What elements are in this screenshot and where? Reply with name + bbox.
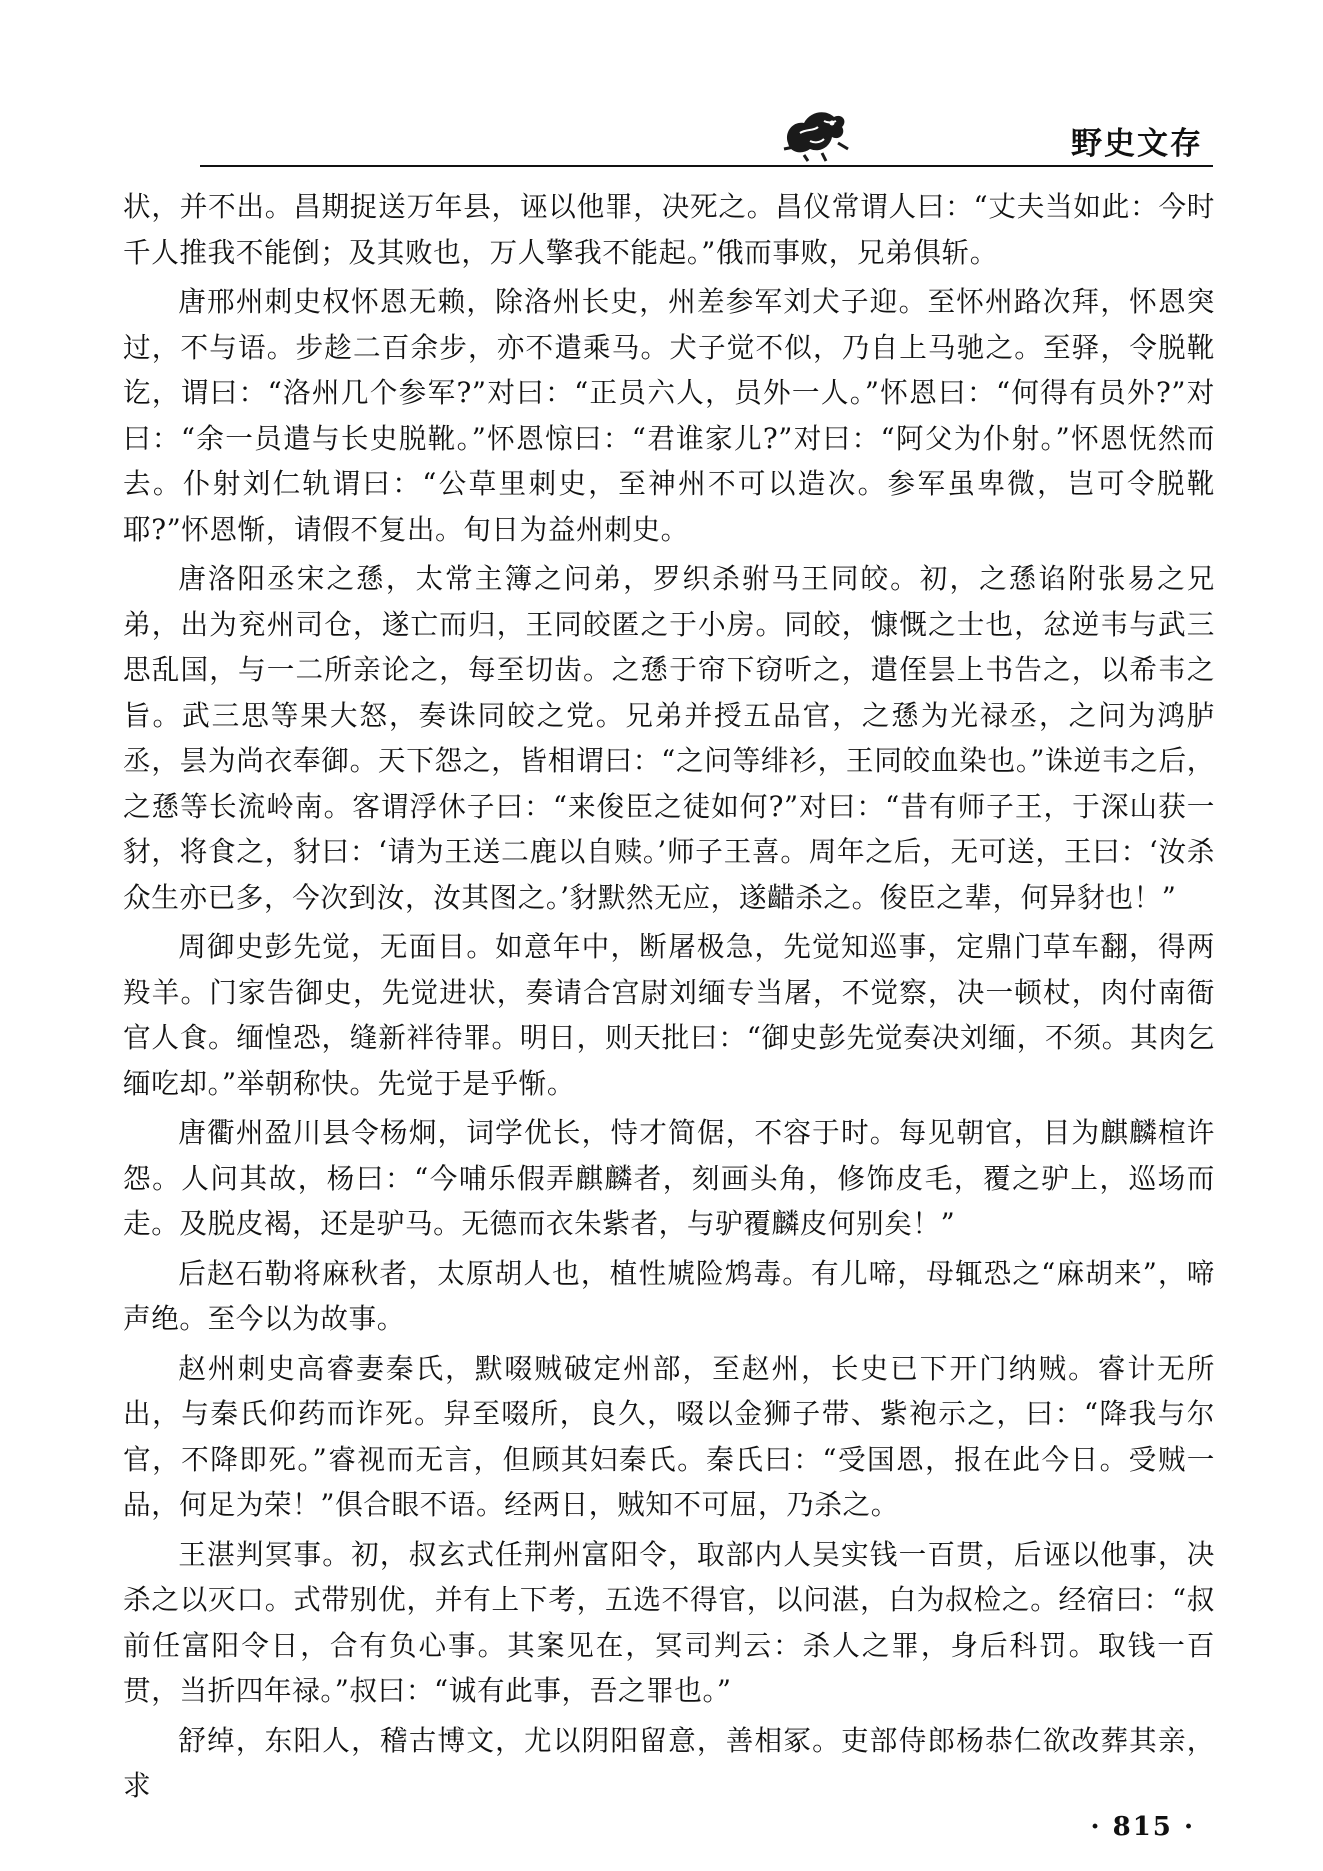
- paragraph: 唐邢州刺史权怀恩无赖，除洛州长史，州差参军刘犬子迎。至怀州路次拜，怀恩突过，不与语。步趁二百余步，亦不遣乘马。犬子觉不似，乃自上马驰之。至驿，令脱靴讫，谓曰：“洛州几个参军?”对曰：“正员六人，员外一人。”怀恩曰：“何得有员外?”对曰：“余一员遣与长史脱靴。”怀恩惊曰：“君谁家儿?”对曰：“阿父为仆射。”怀恩怃然而去。仆射刘仁轨谓曰：“公草里刺史，至神州不可以造次。参军虽卑微，岂可令脱靴耶?”怀恩惭，请假不复出。旬日为益州刺史。: [123, 285, 1215, 546]
- header-rule: [200, 165, 1213, 167]
- paragraph: 状，并不出。昌期捉送万年县，诬以他罪，决死之。昌仪常谓人曰：“丈夫当如此：今时千人推我不能倒；及其败也，万人擎我不能起。”俄而事败，兄弟俱斩。: [123, 190, 1215, 269]
- running-header-title: 野史文存: [1071, 126, 1203, 162]
- page-number: · 815 ·: [1090, 1812, 1195, 1842]
- paragraph: 王湛判冥事。初，叔玄式任荆州富阳令，取部内人吴实钱一百贯，后诬以他事，决杀之以灭口。式带别优，并有上下考，五选不得官，以问湛，白为叔检之。经宿曰：“叔前任富阳令日，合有负心事。其案见在，冥司判云：杀人之罪，身后科罚。取钱一百贯，当折四年禄。”叔曰：“诚有此事，吾之罪也。”: [123, 1537, 1215, 1707]
- paragraph: 舒绰，东阳人，稽古博文，尤以阴阳留意，善相冢。吏部侍郎杨恭仁欲改葬其亲，求: [123, 1723, 1215, 1802]
- paragraph: 后赵石勒将麻秋者，太原胡人也，植性虓险鸩毒。有儿啼，母辄恐之“麻胡来”，啼声绝。至今以为故事。: [123, 1256, 1215, 1335]
- paragraph: 周御史彭先觉，无面目。如意年中，断屠极急，先觉知巡事，定鼎门草车翻，得两羖羊。门家告御史，先觉进状，奏请合宫尉刘缅专当屠，不觉察，决一顿杖，肉付南衙官人食。缅惶恐，缝新袢待罪。明日，则天批曰：“御史彭先觉奏决刘缅，不须。其肉乞缅吃却。”举朝称快。先觉于是乎惭。: [123, 930, 1215, 1100]
- dragon-emblem-icon: [780, 103, 850, 163]
- paragraph: 唐衢州盈川县令杨炯，词学优长，恃才简倨，不容于时。每见朝官，目为麒麟楦许怨。人问其故，杨曰：“今哺乐假弄麒麟者，刻画头角，修饰皮毛，覆之驴上，巡场而走。及脱皮褐，还是驴马。无德而衣朱紫者，与驴覆麟皮何别矣！”: [123, 1116, 1215, 1240]
- paragraph: 赵州刺史高睿妻秦氏，默啜贼破定州部，至赵州，长史已下开门纳贼。睿计无所出，与秦氏仰药而诈死。舁至啜所，良久，啜以金狮子带、紫袍示之，曰：“降我与尔官，不降即死。”睿视而无言，但顾其妇秦氏。秦氏曰：“受国恩，报在此今日。受贼一品，何足为荣！”俱合眼不语。经两日，贼知不可屈，乃杀之。: [123, 1351, 1215, 1521]
- page-body: [123, 184, 1215, 1813]
- paragraph: 唐洛阳丞宋之愻，太常主簿之问弟，罗织杀驸马王同皎。初，之愻谄附张易之兄弟，出为兖州司仓，遂亡而归，王同皎匿之于小房。同皎，慷慨之士也，忿逆韦与武三思乱国，与一二所亲论之，每至切齿。之愻于帘下窃听之，遣侄昙上书告之，以希韦之旨。武三思等果大怒，奏诛同皎之党。兄弟并授五品官，之愻为光禄丞，之问为鸿胪丞，昙为尚衣奉御。天下怨之，皆相谓曰：“之问等绯衫，王同皎血染也。”诛逆韦之后，之愻等长流岭南。客谓浮休子曰：“来俊臣之徒如何?”对曰：“昔有师子王，于深山获一豺，将食之，豺曰：‘请为王送二鹿以自赎。’师子王喜。周年之后，无可送，王曰：‘汝杀众生亦已多，今次到汝，汝其图之。’豺默然无应，遂齰杀之。俊臣之辈，何异豺也！”: [123, 562, 1215, 914]
